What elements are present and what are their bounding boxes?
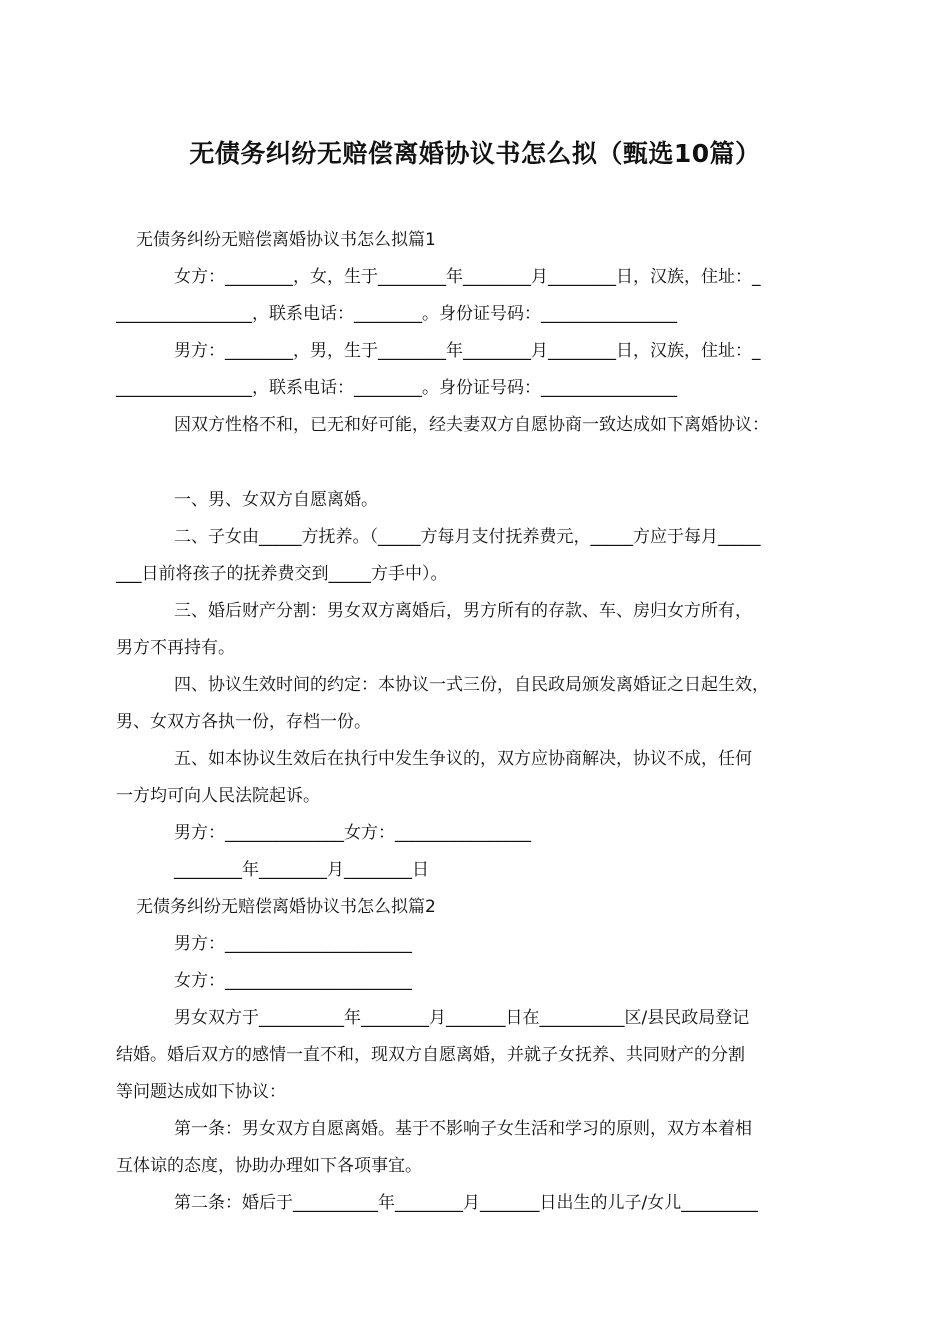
paragraph-line: 二、子女由_____方抚养。（_____方每月支付抚养费元，_____方应于每月_____ (174, 527, 761, 547)
paragraph-line: 结婚。婚后双方的感情一直不和，现双方自愿离婚，并就子女抚养、共同财产的分割 (116, 1045, 745, 1065)
paragraph-line: 男方不再持有。 (116, 638, 235, 658)
paragraph-line: 第一条：男女双方自愿离婚。基于不影响子女生活和学习的原则，双方本着相 (174, 1119, 752, 1139)
paragraph-line: ___日前将孩子的抚养费交到_____方手中）。 (116, 564, 448, 584)
paragraph-line: 一、男、女双方自愿离婚。 (174, 490, 378, 510)
paragraph-line: 男、女双方各执一份，存档一份。 (116, 712, 371, 732)
paragraph-line: 一方均可向人民法院起诉。 (116, 786, 320, 806)
paragraph-line: 第二条：婚后于__________年________月_______日出生的儿子/女儿_________ (174, 1193, 758, 1213)
paragraph-line: 互体谅的态度，协助办理如下各项事宜。 (116, 1156, 422, 1176)
paragraph-line: 因双方性格不和，已无和好可能，经夫妻双方自愿协商一致达成如下离婚协议： (174, 415, 769, 435)
paragraph-line: 等问题达成如下协议： (116, 1082, 286, 1102)
paragraph-line: 男方：________，男，生于________年________月________日，汉族，住址：_ (174, 341, 761, 361)
paragraph-line: 四、协议生效时间的约定：本协议一式三份，自民政局颁发离婚证之日起生效， (174, 675, 769, 695)
paragraph-line: 三、婚后财产分割：男女双方离婚后，男方所有的存款、车、房归女方所有， (174, 601, 752, 621)
paragraph-line: ________________，联系电话：________。身份证号码：________________ (116, 304, 677, 324)
paragraph-line: ________________，联系电话：________。身份证号码：________________ (116, 378, 677, 398)
paragraph-line: 女方：________，女，生于________年________月________日，汉族，住址：_ (174, 267, 761, 287)
section-heading-2: 无债务纠纷无赔偿离婚协议书怎么拟篇2 (136, 897, 436, 917)
section-heading-1: 无债务纠纷无赔偿离婚协议书怎么拟篇1 (136, 230, 436, 250)
paragraph-line: 女方：______________________ (174, 971, 412, 991)
document-title: 无债务纠纷无赔偿离婚协议书怎么拟（甄选10篇） (189, 139, 761, 168)
date-line: ________年________月________日 (174, 860, 429, 880)
paragraph-line: 男方：______________________ (174, 934, 412, 954)
signature-line: 男方：______________女方：________________ (174, 823, 531, 843)
paragraph-line: 五、如本协议生效后在执行中发生争议的，双方应协商解决，协议不成，任何 (174, 749, 752, 769)
paragraph-line: 男女双方于__________年________月_______日在__________区/县民政局登记 (174, 1008, 750, 1028)
